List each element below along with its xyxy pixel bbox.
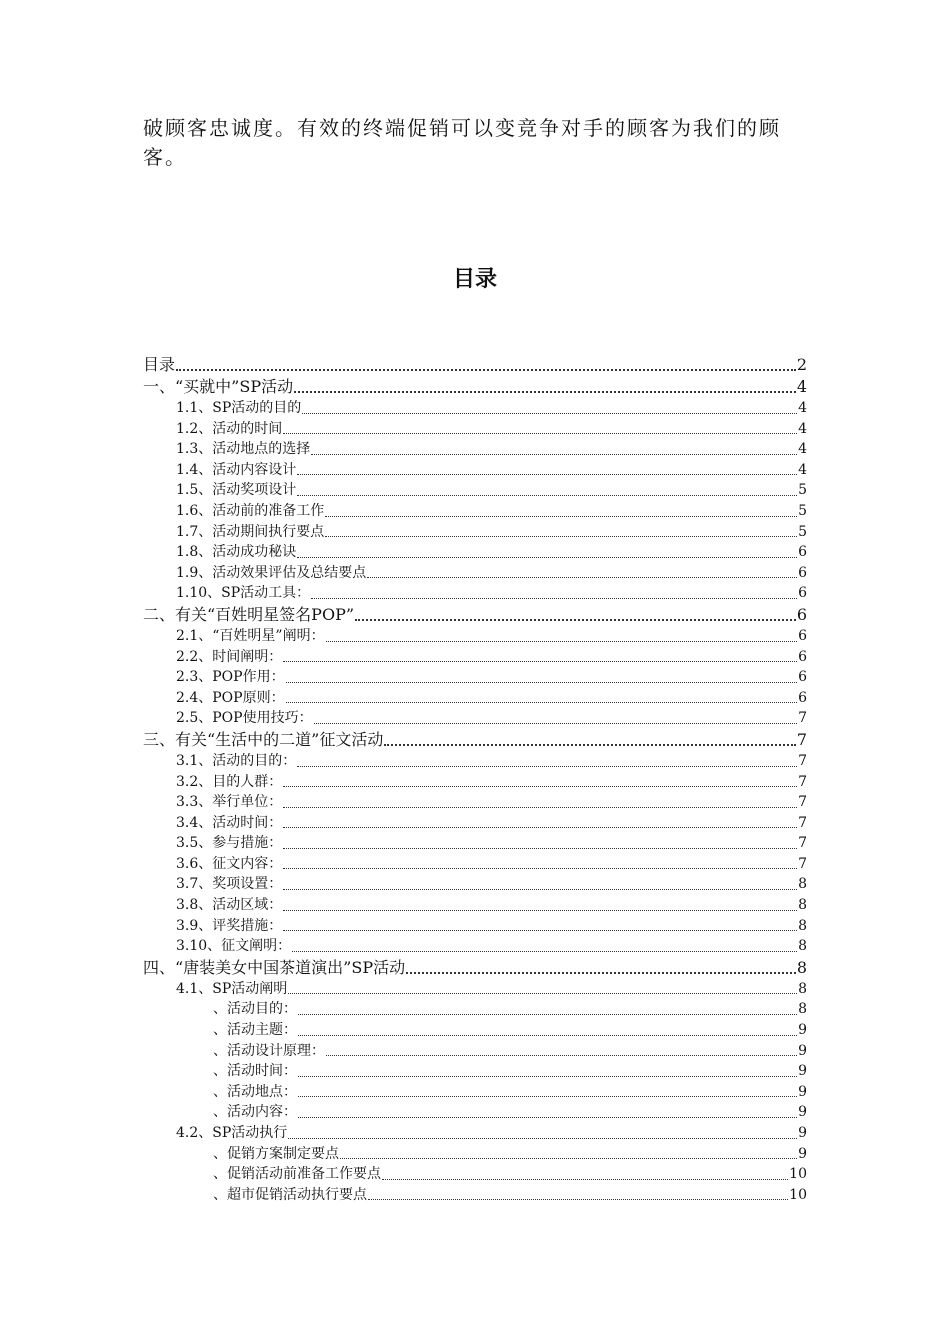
toc-entry[interactable]	[143, 460, 807, 481]
toc-entry-title: 1.4、活动内容设计	[176, 461, 297, 478]
toc-entry-title: 、活动时间：	[213, 1063, 297, 1080]
toc-entry-title: 3.9、评奖措施：	[176, 917, 283, 934]
intro-paragraph: 破顾客忠诚度。有效的终端促销可以变竞争对手的顾客为我们的顾客。	[143, 116, 781, 169]
toc-dot-leader	[298, 1014, 797, 1015]
toc-entry[interactable]	[143, 522, 807, 543]
toc-entry[interactable]	[143, 542, 807, 563]
toc-dot-leader	[283, 910, 797, 911]
toc-entry-page: 10	[789, 1166, 807, 1183]
toc-entry[interactable]	[143, 439, 807, 460]
toc-entry-title: 一、“买就中”SP活动	[143, 377, 294, 396]
toc-entry-page: 9	[798, 1022, 807, 1039]
toc-entry-title: 四、“唐装美女中国茶道演出”SP活动	[143, 957, 406, 977]
toc-entry-title: 2.1、“百姓明星”阐明：	[176, 627, 325, 644]
toc-entry-page: 5	[798, 523, 807, 540]
toc-entry[interactable]	[143, 1061, 807, 1082]
toc-entry-title: 、活动设计原理：	[213, 1042, 325, 1059]
toc-entry[interactable]	[143, 563, 807, 584]
toc-dot-leader	[298, 1096, 797, 1097]
toc-entry-title: 1.3、活动地点的选择	[176, 441, 311, 458]
toc-entry[interactable]	[143, 813, 807, 834]
toc-entry[interactable]	[143, 854, 807, 875]
toc-entry[interactable]	[143, 895, 807, 916]
toc-dot-leader	[298, 1035, 797, 1036]
toc-dot-leader	[311, 454, 797, 455]
toc-entry-title: 1.1、SP活动的目的	[176, 400, 302, 416]
toc-dot-leader	[297, 495, 797, 496]
toc-entry[interactable]	[143, 1102, 807, 1123]
toc-entry[interactable]	[143, 501, 807, 522]
toc-entry[interactable]	[143, 874, 807, 895]
toc-entry-page: 6	[798, 669, 807, 686]
toc-entry-page: 7	[796, 729, 807, 749]
toc-entry[interactable]	[143, 419, 807, 440]
toc-dot-leader	[283, 848, 797, 849]
toc-dot-leader	[288, 1138, 797, 1139]
toc-entry-title: 3.5、参与措施：	[176, 835, 283, 852]
toc-dot-leader	[368, 1199, 788, 1200]
toc-entry-page: 6	[798, 585, 807, 602]
toc-entry[interactable]	[143, 688, 807, 709]
toc-entry-page: 9	[798, 1083, 807, 1100]
toc-entry[interactable]	[143, 792, 807, 813]
toc-entry-page: 7	[798, 773, 807, 790]
toc-entry-page: 9	[798, 1145, 807, 1162]
toc-dot-leader	[283, 868, 797, 869]
toc-entry-page: 7	[798, 794, 807, 811]
toc-entry-title: 、促销活动前准备工作要点	[213, 1166, 381, 1183]
toc-dot-leader	[298, 1076, 797, 1077]
toc-dot-leader	[406, 972, 796, 974]
toc-title: 目录	[452, 267, 497, 292]
toc-dot-leader	[311, 598, 797, 599]
toc-dot-leader	[283, 889, 797, 890]
toc-entry[interactable]	[143, 916, 807, 937]
toc-entry-page: 8	[798, 938, 807, 955]
toc-entry-page: 6	[798, 627, 807, 644]
toc-entry-page: 8	[798, 980, 807, 997]
toc-dot-leader	[355, 619, 796, 621]
toc-dot-leader	[367, 577, 797, 578]
toc-entry-page: 7	[798, 814, 807, 831]
toc-entry-title: 3.3、举行单位：	[176, 794, 283, 811]
toc-entry[interactable]	[143, 936, 807, 957]
toc-dot-leader	[297, 766, 797, 767]
toc-entry-title: 目录	[143, 355, 176, 374]
toc-dot-leader	[286, 702, 797, 703]
toc-entry-title: 二、有关“百姓明星签名POP”	[143, 604, 355, 624]
toc-dot-leader	[292, 951, 797, 952]
toc-entry-title: 3.2、目的人群：	[176, 773, 283, 790]
toc-dot-leader	[294, 391, 796, 393]
toc-entry[interactable]	[143, 772, 807, 793]
toc-entry-page: 9	[798, 1063, 807, 1080]
toc-entry-page: 2	[796, 355, 807, 374]
toc-entry-title: 、活动主题：	[213, 1022, 297, 1039]
toc-entry[interactable]	[143, 1041, 807, 1062]
toc-entry[interactable]	[143, 354, 807, 376]
toc-entry-title: 、活动内容：	[213, 1104, 297, 1121]
toc-entry-page: 4	[798, 441, 807, 458]
toc-entry-page: 4	[798, 420, 807, 437]
toc-entry[interactable]	[143, 1164, 807, 1185]
toc-entry-page: 8	[798, 876, 807, 893]
toc-dot-leader	[283, 786, 797, 787]
toc-entry[interactable]	[143, 480, 807, 501]
toc-dot-leader	[384, 744, 795, 746]
toc-dot-leader	[297, 557, 797, 558]
toc-dot-leader	[297, 474, 797, 475]
toc-entry-page: 6	[798, 544, 807, 561]
toc-entry[interactable]	[143, 751, 807, 772]
toc-entry-page: 4	[798, 400, 807, 416]
toc-entry[interactable]	[143, 957, 807, 979]
toc-entry-title: 3.7、奖项设置：	[176, 876, 283, 893]
toc-entry-title: 、活动地点：	[213, 1083, 297, 1100]
toc-entry-page: 7	[798, 855, 807, 872]
toc-entry-page: 7	[798, 710, 807, 727]
toc-entry-page: 5	[798, 502, 807, 519]
toc-entry-page: 9	[798, 1042, 807, 1059]
toc-entry-title: 三、有关“生活中的二道”征文活动	[143, 729, 384, 749]
toc-entry-page: 6	[796, 604, 807, 624]
toc-entry-title: 1.8、活动成功秘诀	[176, 544, 297, 561]
toc-entry-page: 6	[798, 564, 807, 581]
toc-entry-title: 2.3、POP作用：	[176, 669, 285, 686]
toc-entry-page: 8	[798, 1001, 807, 1018]
toc-entry-title: 4.1、SP活动阐明	[176, 980, 288, 997]
toc-entry[interactable]	[143, 583, 807, 604]
toc-entry-page: 6	[798, 689, 807, 706]
toc-dot-leader	[326, 641, 797, 642]
toc-entry-title: 2.4、POP原则：	[176, 689, 285, 706]
toc-dot-leader	[302, 413, 797, 414]
toc-entry[interactable]	[143, 1144, 807, 1165]
toc-entry-title: 、促销方案制定要点	[213, 1145, 339, 1162]
toc-entry-title: 1.7、活动期间执行要点	[176, 523, 325, 540]
toc-dot-leader	[286, 682, 797, 683]
toc-entry[interactable]	[143, 708, 807, 729]
toc-entry[interactable]	[143, 729, 807, 751]
toc-entry-title: 2.2、时间阐明：	[176, 648, 283, 665]
toc-dot-leader	[288, 993, 797, 994]
toc-entry-title: 3.6、征文内容：	[176, 855, 283, 872]
toc-entry-page: 4	[798, 461, 807, 478]
toc-entry[interactable]	[143, 604, 807, 626]
toc-entry-page: 4	[796, 377, 807, 396]
toc-entry-title: 3.10、征文阐明：	[176, 938, 292, 955]
toc-entry-page: 9	[798, 1104, 807, 1121]
toc-entry[interactable]	[143, 398, 807, 419]
toc-entry-title: 4.2、SP活动执行	[176, 1125, 288, 1141]
toc-dot-leader	[314, 723, 797, 724]
toc-entry-page: 8	[798, 897, 807, 914]
toc-entry-title: 2.5、POP使用技巧：	[176, 710, 313, 727]
toc-entry-title: 1.5、活动奖项设计	[176, 482, 297, 499]
toc-entry[interactable]	[143, 1123, 807, 1144]
toc-dot-leader	[298, 1117, 797, 1118]
toc-dot-leader	[176, 369, 796, 371]
toc-entry-page: 10	[789, 1186, 807, 1203]
toc-entry[interactable]	[143, 376, 807, 398]
toc-dot-leader	[283, 807, 797, 808]
toc-entry[interactable]	[143, 647, 807, 668]
toc-entry-page: 7	[798, 835, 807, 852]
table-of-contents	[143, 354, 807, 1205]
toc-entry-page: 7	[798, 752, 807, 769]
toc-entry-page: 5	[798, 482, 807, 499]
toc-entry-title: 3.4、活动时间：	[176, 814, 283, 831]
toc-dot-leader	[325, 536, 797, 537]
toc-entry[interactable]	[143, 1185, 807, 1206]
toc-dot-leader	[382, 1179, 788, 1180]
toc-entry-title: 、活动目的：	[213, 1001, 297, 1018]
toc-dot-leader	[340, 1158, 797, 1159]
toc-dot-leader	[283, 930, 797, 931]
toc-entry-title: 3.1、活动的目的：	[176, 752, 297, 769]
toc-entry-title: 1.10、SP活动工具：	[176, 585, 311, 602]
toc-entry-title: 、超市促销活动执行要点	[213, 1186, 367, 1203]
toc-dot-leader	[325, 516, 797, 517]
toc-entry-page: 8	[796, 957, 807, 977]
toc-entry-title: 1.2、活动的时间	[176, 420, 283, 437]
toc-entry[interactable]	[143, 1020, 807, 1041]
toc-entry[interactable]	[143, 626, 807, 647]
toc-entry-page: 6	[798, 648, 807, 665]
toc-entry[interactable]	[143, 833, 807, 854]
toc-dot-leader	[326, 1055, 797, 1056]
toc-entry[interactable]	[143, 979, 807, 1000]
toc-dot-leader	[283, 827, 797, 828]
toc-entry[interactable]	[143, 999, 807, 1020]
toc-entry-page: 8	[798, 917, 807, 934]
toc-entry-title: 1.9、活动效果评估及总结要点	[176, 564, 367, 581]
toc-dot-leader	[283, 661, 797, 662]
toc-entry-title: 1.6、活动前的准备工作	[176, 502, 325, 519]
toc-entry[interactable]	[143, 667, 807, 688]
toc-dot-leader	[283, 433, 797, 434]
toc-entry-title: 3.8、活动区域：	[176, 897, 283, 914]
toc-entry[interactable]	[143, 1082, 807, 1103]
toc-entry-page: 9	[798, 1125, 807, 1141]
